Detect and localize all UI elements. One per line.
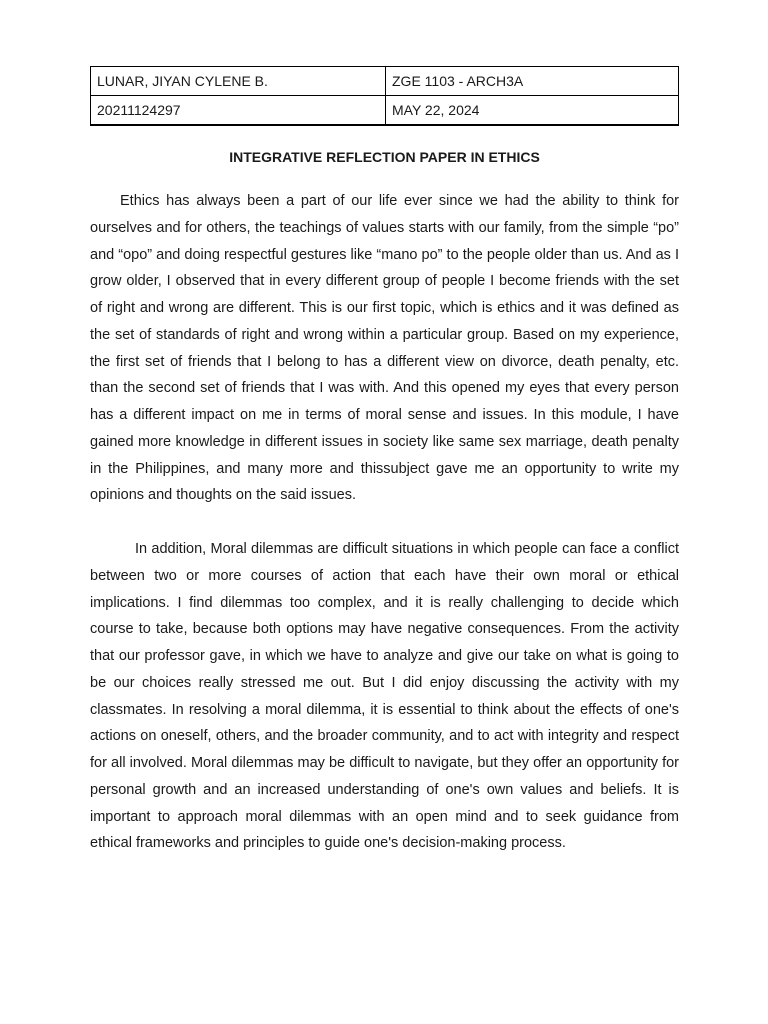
paragraph-ethics: Ethics has always been a part of our life ever since we had the ability to think for ourselves and for others, the teachings of values starts with our family, from the simple “po” and “opo” and doing respectful gestures like “mano po” to the people older than us. And as I grow older, I observed that in every different group of people I become friends with the set of right and wrong are different. This is our first topic, which is ethics and it was defined as the set of standards of right and wrong within a particular group. Based on my experience, the first set of friends that I belong to has a different view on divorce, death penalty, etc. than the second set of friends that I was with. And this opened my eyes that every person has a different impact on me in terms of moral sense and issues. In this module, I have gained more knowledge in different issues in society like same sex marriage, death penalty in the Philippines, and many more and thissubject gave me an opportunity to write my opinions and thoughts on the said issues. <box>90 193 679 504</box>
paragraph-moral-dilemmas: In addition, Moral dilemmas are difficult situations in which people can face a conflict between two or more courses of action that each have their own moral or ethical implications. I find dilemmas too complex, and it is really challenging to decide which course to take, because both options may have negative consequences. From the activity that our professor gave, in which we have to analyze and give our take on what is going to be our choices really stressed me out. But I did enjoy discussing the activity with my classmates. In resolving a moral dilemma, it is essential to think about the effects of one's actions on oneself, others, and the broader community, and to act with integrity and respect for all involved. Moral dilemmas may be difficult to navigate, but they offer an opportunity for personal growth and an increased understanding of one's own values and beliefs. It is important to approach moral dilemmas with an open mind and to seek guidance from ethical frameworks and principles to guide one's decision-making process. <box>90 541 679 852</box>
document-page <box>90 66 679 857</box>
course-section-cell: ZGE 1103 - ARCH3A <box>386 67 679 96</box>
date-cell: MAY 22, 2024 <box>386 96 679 125</box>
document-title: INTEGRATIVE REFLECTION PAPER IN ETHICS <box>229 149 540 165</box>
student-info-table <box>90 66 679 125</box>
table-row <box>91 96 679 125</box>
student-number-cell: 20211124297 <box>91 96 386 125</box>
table-row <box>91 67 679 96</box>
student-name-cell: LUNAR, JIYAN CYLENE B. <box>91 67 386 96</box>
